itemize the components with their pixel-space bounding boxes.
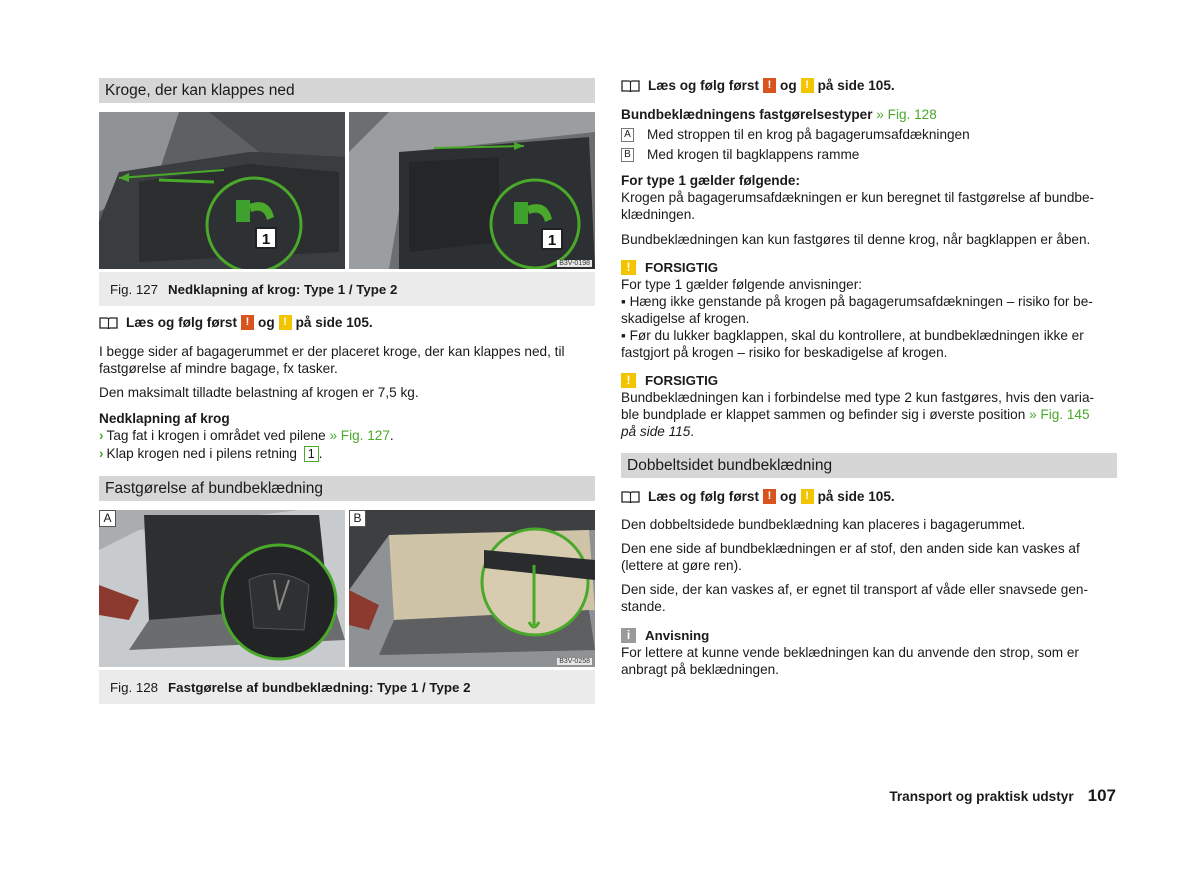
book-icon xyxy=(621,490,640,503)
caution-2-l2-text: ble bundplade er klappet sammen og befinder sig i øverste position xyxy=(621,407,1026,422)
type-a-label: A xyxy=(621,128,634,142)
caution-1-bullet2-l1: ▪ Før du lukker bagklappen, skal du kontrollere, at bundbeklædningen ikke er xyxy=(621,328,1084,343)
type-b-item xyxy=(621,146,1117,163)
caution-1-bullet1-l1: ▪ Hæng ikke genstande på krogen på bagagerumsafdækningen – risiko for be- xyxy=(621,294,1093,309)
double-sided-para1: Den dobbeltsidede bundbeklædning kan placeres i bagagerummet. xyxy=(621,517,1026,532)
figure-127-photo-type2 xyxy=(349,112,595,269)
figure-128-photo-type2 xyxy=(349,510,595,667)
figure-128-number: Fig. 128 xyxy=(110,679,159,695)
paragraph-hooks-location: I begge sider af bagagerummet er der placeret kroge, der kan klappes ned, til fastgørelse af mindre bagage, fx tasker. xyxy=(99,344,565,376)
subheading-fold-hook: Nedklapning af krog xyxy=(99,411,230,426)
fig-145-link[interactable]: » Fig. 145 xyxy=(1029,407,1090,422)
caution-1-bullet1-l2: skadigelse af krogen. xyxy=(621,311,750,326)
exclamation-icon: ! xyxy=(801,78,814,93)
step-1-text: Tag fat i krogen i området ved pilene xyxy=(106,428,326,443)
double-sided-para2-l2: (lettere at gøre ren). xyxy=(621,558,742,573)
figure-128-label-b: B xyxy=(349,510,366,527)
read-first-text: Læs og følg først xyxy=(126,314,238,330)
section-heading-hooks: Kroge, der kan klappes ned xyxy=(99,78,595,103)
caution-1-intro: For type 1 gælder følgende anvisninger: xyxy=(621,277,863,292)
double-sided-para3-l1: Den side, der kan vaskes af, er egnet til transport af våde eller snavsede gen- xyxy=(621,582,1088,597)
figure-127-photo-type1 xyxy=(99,112,345,269)
note-header xyxy=(621,626,1117,644)
fig-127-link[interactable]: » Fig. 127 xyxy=(329,428,390,443)
caution-1-title: FORSIGTIG xyxy=(645,259,719,275)
book-icon xyxy=(621,79,640,92)
figure-128-caption xyxy=(99,670,595,704)
info-icon: i xyxy=(621,628,636,643)
fig-128-link[interactable]: » Fig. 128 xyxy=(876,107,937,122)
chevron-right-icon: › xyxy=(99,428,104,443)
exclamation-icon: ! xyxy=(801,489,814,504)
note-line1: For lettere at kunne vende beklædningen kan du anvende den strop, som er xyxy=(621,645,1079,660)
type-b-label: B xyxy=(621,148,634,162)
section-heading-double-sided: Dobbeltsidet bundbeklædning xyxy=(621,453,1117,478)
page-115-link[interactable]: på side 115 xyxy=(621,424,691,439)
read-first-note-right xyxy=(621,76,1117,94)
figure-127-callout-1: 1 xyxy=(261,231,271,248)
type-b-text: Med krogen til bagklappens ramme xyxy=(647,147,860,162)
read-first-and: og xyxy=(780,77,797,93)
figure-127-title: Nedklapning af krog: Type 1 / Type 2 xyxy=(168,281,398,297)
figure-127-images xyxy=(99,112,595,269)
read-first-page-ref: på side 105. xyxy=(295,314,373,330)
read-first-note xyxy=(99,313,595,331)
paragraph-max-load: Den maksimalt tilladte belastning af krogen er 7,5 kg. xyxy=(99,385,419,400)
caution-2-l1: Bundbeklædningen kan i forbindelse med type 2 kun fastgøres, hvis den varia- xyxy=(621,390,1095,405)
note-title: Anvisning xyxy=(645,627,710,643)
step-1: › Tag fat i krogen i området ved pilene » Fig. 127. xyxy=(99,428,394,443)
step-2: › Klap krogen ned i pilens retning 1 . xyxy=(99,446,323,461)
figure-127-caption xyxy=(99,272,595,306)
read-first-text: Læs og følg først xyxy=(648,77,760,93)
step-2-num: 1 xyxy=(304,446,319,462)
exclamation-icon: ! xyxy=(621,373,636,388)
type1-heading: For type 1 gælder følgende: xyxy=(621,173,801,188)
figure-127-callout-1b: 1 xyxy=(547,232,557,249)
caution-2-l3: på side 115. xyxy=(621,424,695,439)
step-2-text: Klap krogen ned i pilens retning xyxy=(106,446,297,461)
figure-127-code: B3V-0198 xyxy=(559,260,590,267)
type-a-item xyxy=(621,126,1117,143)
read-first-page-ref: på side 105. xyxy=(817,488,895,504)
type-a-text: Med stroppen til en krog på bagagerumsafdækningen xyxy=(647,127,970,142)
types-heading: Bundbeklædningens fastgørelsestyper xyxy=(621,107,873,122)
caution-2-title: FORSIGTIG xyxy=(645,372,719,388)
figure-128-title: Fastgørelse af bundbeklædning: Type 1 / Type 2 xyxy=(168,679,471,695)
exclamation-icon: ! xyxy=(621,260,636,275)
caution-1-bullet2-l2: fastgjort på krogen – risiko for beskadigelse af krogen. xyxy=(621,345,948,360)
page-footer xyxy=(889,786,1116,806)
type1-para1-line1: Krogen på bagagerumsafdækningen er kun beregnet til fastgørelse af bundbe- xyxy=(621,190,1095,205)
read-first-and: og xyxy=(780,488,797,504)
types-heading-line xyxy=(621,106,1117,123)
exclamation-icon: ! xyxy=(279,315,292,330)
section-heading-floor-cover: Fastgørelse af bundbeklædning xyxy=(99,476,595,501)
figure-127-number: Fig. 127 xyxy=(110,281,159,297)
read-first-page-ref: på side 105. xyxy=(817,77,895,93)
figure-128-code: B3V-0258 xyxy=(559,658,590,665)
left-column xyxy=(99,78,595,704)
page-number: 107 xyxy=(1087,786,1116,805)
read-first-text: Læs og følg først xyxy=(648,488,760,504)
double-sided-para3-l2: stande. xyxy=(621,599,666,614)
footer-chapter-title: Transport og praktisk udstyr xyxy=(889,789,1074,804)
read-first-note-right-2 xyxy=(621,487,1117,505)
exclamation-icon: ! xyxy=(763,78,776,93)
figure-128-images xyxy=(99,510,595,667)
figure-128-photo-type1 xyxy=(99,510,345,667)
note-line2: anbragt på beklædningen. xyxy=(621,662,779,677)
caution-2-header xyxy=(621,371,1117,389)
exclamation-icon: ! xyxy=(241,315,254,330)
type1-para1-line2: klædningen. xyxy=(621,207,696,222)
figure-128-label-a: A xyxy=(99,510,116,527)
read-first-and: og xyxy=(258,314,275,330)
right-column xyxy=(621,76,1117,678)
book-icon xyxy=(99,316,118,329)
chevron-right-icon: › xyxy=(99,446,104,461)
double-sided-para2-l1: Den ene side af bundbeklædningen er af stof, den anden side kan vaskes af xyxy=(621,541,1080,556)
exclamation-icon: ! xyxy=(763,489,776,504)
caution-2-l2 xyxy=(621,406,1117,423)
type1-para2: Bundbeklædningen kan kun fastgøres til denne krog, når bagklappen er åben. xyxy=(621,232,1091,247)
caution-1-header xyxy=(621,258,1117,276)
